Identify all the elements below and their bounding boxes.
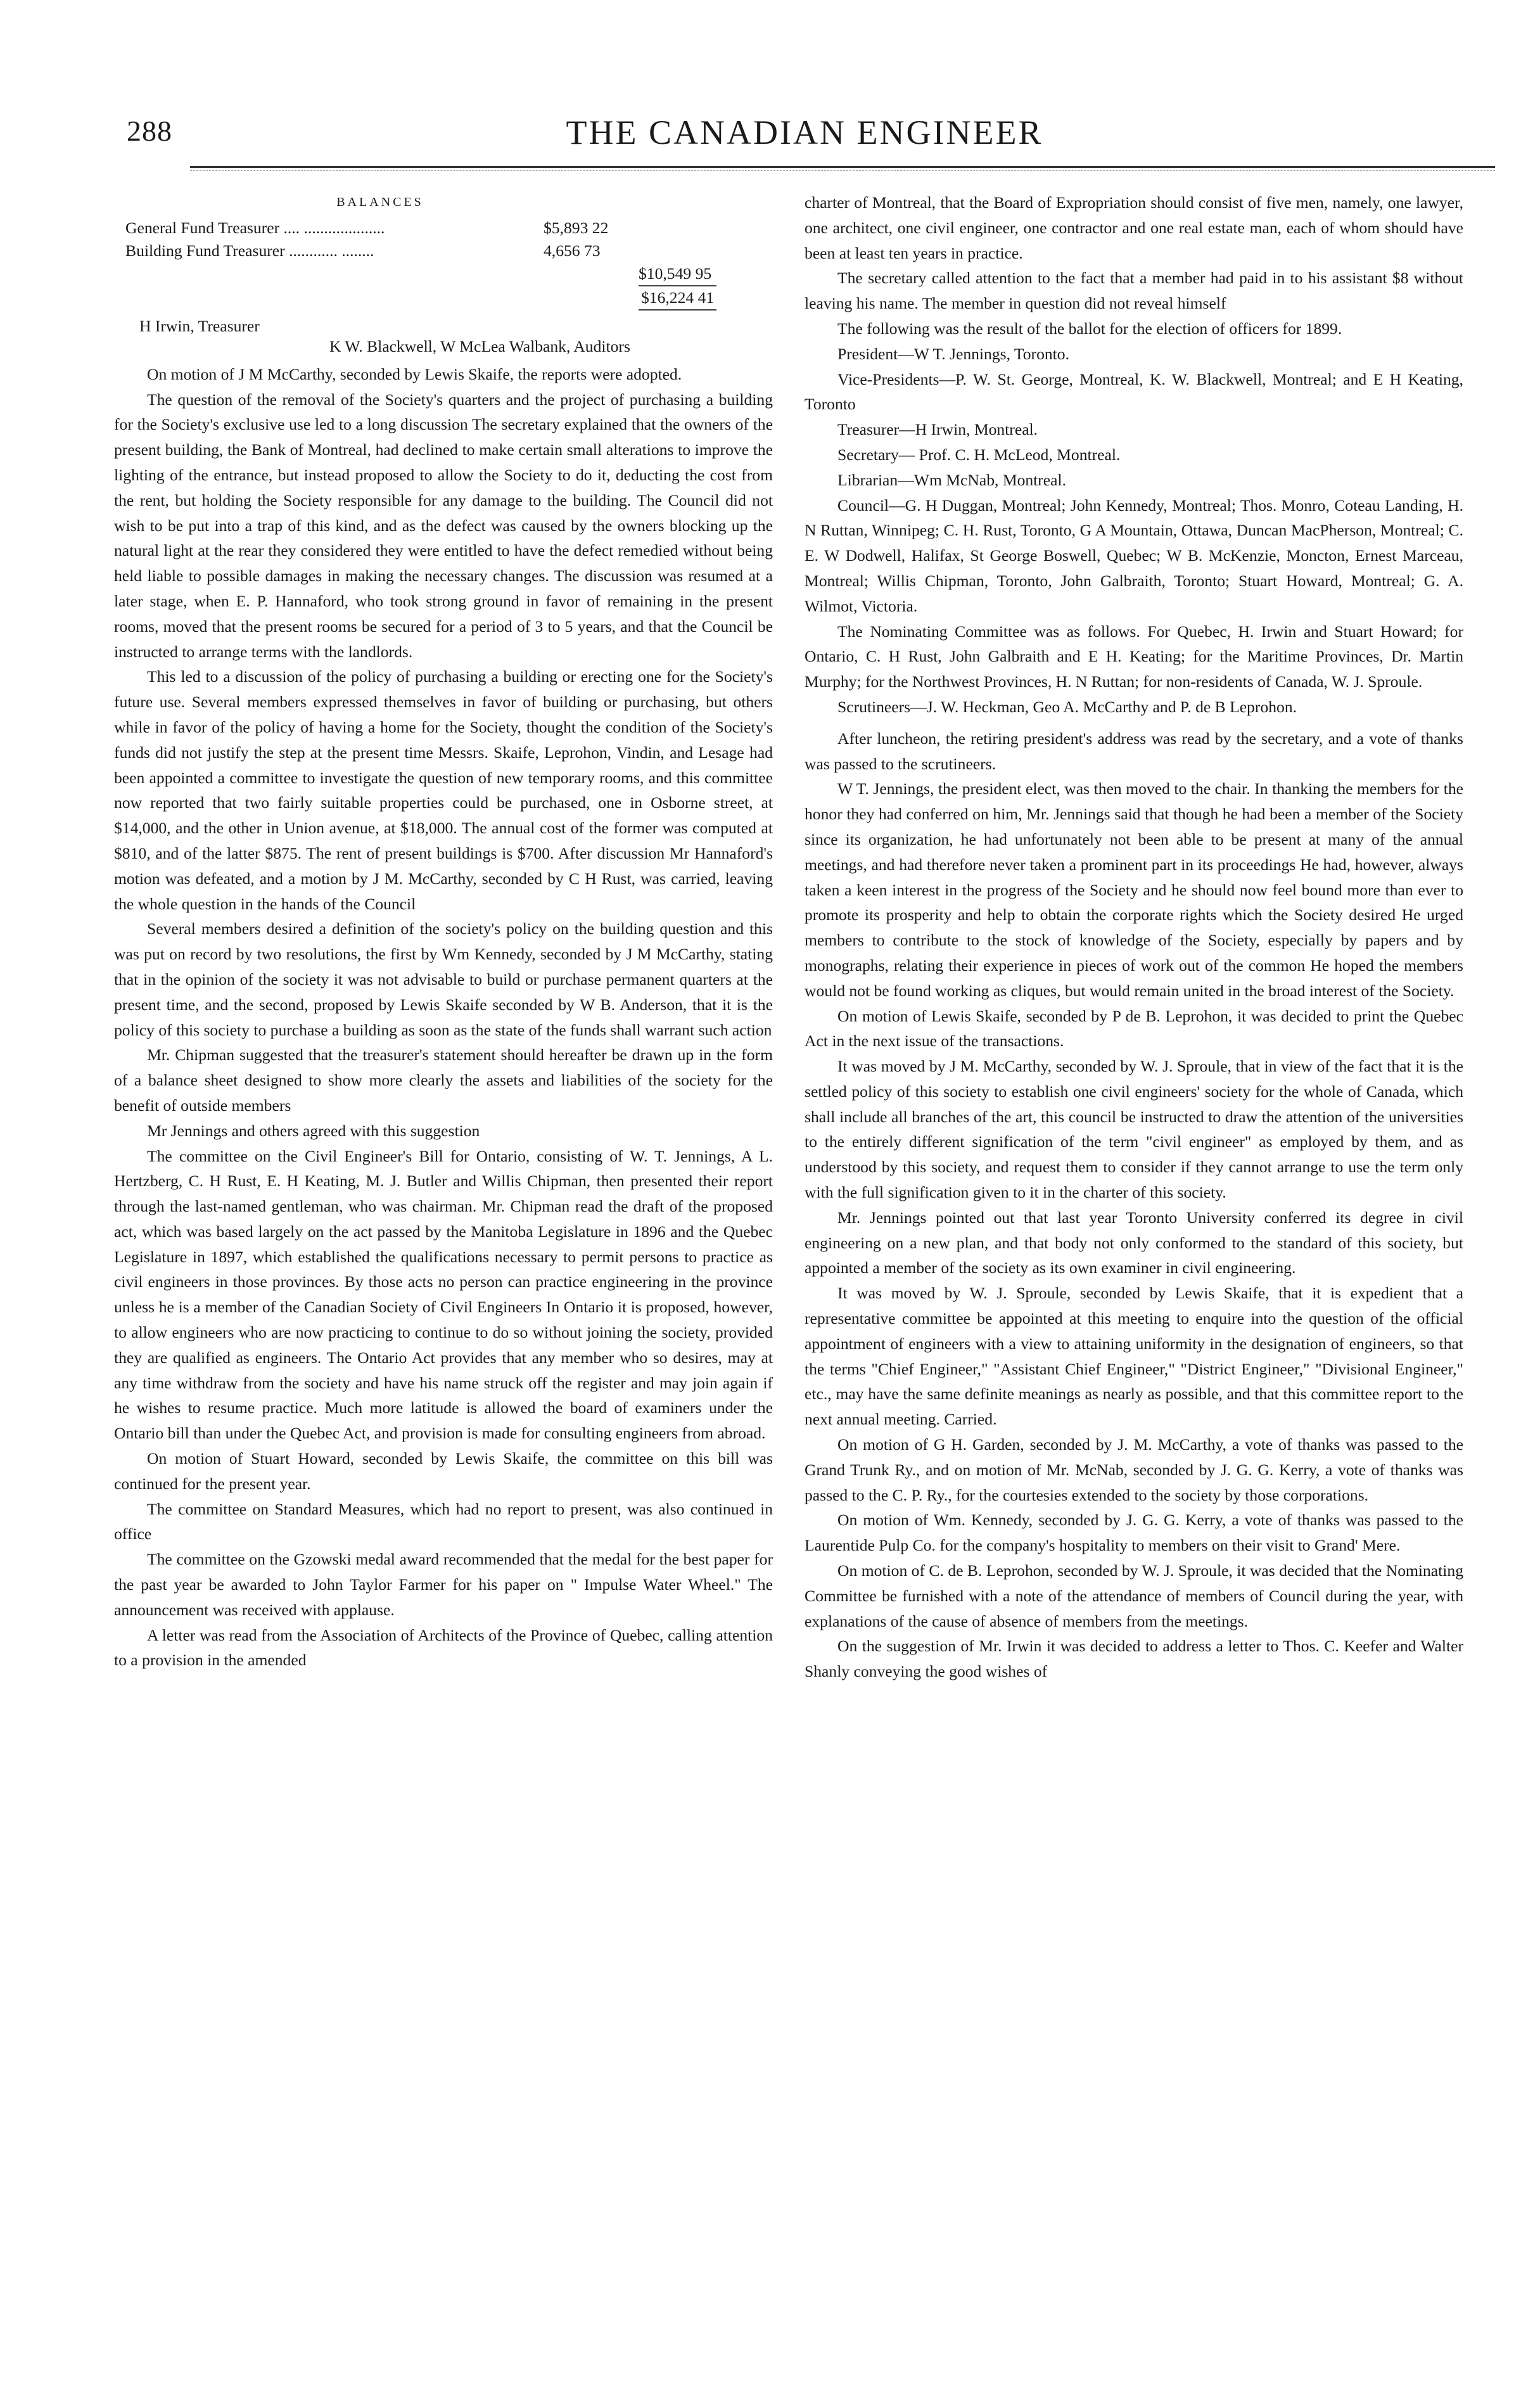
paragraph: Mr. Jennings pointed out that last year Toronto University conferred its degree in civil engineering on a new plan, and that body not only conformed to the standard of this society, but appointed a member of the society as its own examiner in civil engineering. (805, 1208, 1463, 1277)
balance-amount (544, 262, 639, 285)
paragraph: On motion of C. de B. Leprohon, seconded by W. J. Sproule, it was decided that the Nominating Committee be furnished with a note of the attendance of members of Council during the year, with explanations of the cause of absence of members from the meetings. (805, 1561, 1463, 1630)
paragraph: The Nominating Committee was as follows. For Quebec, H. Irwin and Stuart Howard; for Ontario, C. H Rust, John Galbraith and E H. Keating; for the Maritime Provinces, Dr. Martin Murphy; for the Northwest Provinces, H. N Ruttan; for non-residents of Canada, W. J. Sproule. (805, 622, 1463, 691)
balance-total (639, 217, 765, 240)
paragraph: The secretary called attention to the fact that a member had paid in to his assistant $8 without leaving his name. The member in question did not reveal himself (805, 269, 1463, 313)
paragraph: The committee on Standard Measures, which had no report to present, was also continued in office (114, 1499, 773, 1544)
paragraph: This led to a discussion of the policy of purchasing a building or erecting one for the Society's future use. Several members expressed themselves in favor of building or purchasing, but others while in favor of the policy of having a home for the Society, thought the condition of the Society's funds did not justify the step at the present time Messrs. Skaife, Leprohon, Vindin, and Lesage had been appointed a committee to investigate the question of new temporary rooms, and this committee now reported that two fairly suitable properties could be purchased, one in Osborne street, at $14,000, and the other in Union avenue, at $18,000. The annual cost of the former was computed at $810, and of the latter $875. The rent of present buildings is $700. After discussion Mr Hannaford's motion was defeated, and a motion by J M. McCarthy, seconded by C H Rust, was carried, leaving the whole question in the hands of the Council (114, 667, 773, 913)
paragraph: Several members desired a definition of the society's policy on the building question and this was put on record by two resolutions, the first by Wm Kennedy, seconded by J M McCarthy, stating that in the opinion of the society it was not advisable to build or purchase permanent quarters at the present time, and the second, proposed by Lewis Skaife seconded by W B. Anderson, that it is the policy of this society to purchase a building as soon as the state of the funds shall warrant such action (114, 919, 773, 1039)
paragraph: On the suggestion of Mr. Irwin it was decided to address a letter to Thos. C. Keefer and Walter Shanly conveying the good wishes of (805, 1637, 1463, 1681)
officer-entry: Treasurer—H Irwin, Montreal. (837, 420, 1038, 439)
balance-row (114, 262, 773, 285)
balance-row (114, 217, 773, 240)
officer-entry: Council—G. H Duggan, Montreal; John Kennedy, Montreal; Thos. Monro, Coteau Landing, H. N Ruttan, Winnipeg; C. H. Rust, Toronto, G A Mountain, Ottawa, Duncan MacPherson, Montreal; C. E. W Dodwell, Halifax, St George Boswell, Quebec; W B. McKenzie, Moncton, Ernest Marceau, Montreal; Willis Chipman, Toronto, John Galbraith, Toronto; Stuart Howard, Montreal; G. A. Wilmot, Victoria. (805, 496, 1463, 615)
page-number: 288 (127, 115, 172, 147)
auditors-signature: K W. Blackwell, W McLea Walbank, Auditors (329, 336, 630, 355)
balance-row (114, 240, 773, 262)
right-column (805, 190, 1463, 1684)
paragraph: Mr. Chipman suggested that the treasurer's statement should hereafter be drawn up in the form of a balance sheet designed to show more clearly the assets and liabilities of the society for the benefit of outside members (114, 1046, 773, 1115)
treasurer-signature: H Irwin, Treasurer (139, 316, 260, 335)
paragraph: Scrutineers—J. W. Heckman, Geo A. McCarthy and P. de B Leprohon. (837, 697, 1297, 716)
balance-total (639, 240, 765, 262)
header-rule (190, 166, 1495, 171)
paragraph-continued: charter of Montreal, that the Board of Expropriation should consist of five men, namely, one lawyer, one architect, one civil engineer, one contractor and one real estate man, each of whom should have been at least ten years in practice. (805, 193, 1463, 262)
balance-grand-total-row (114, 285, 773, 311)
paragraph: It was moved by J M. McCarthy, seconded by W. J. Sproule, that in view of the fact that it is the settled policy of this society to establish one civil engineers' society for the whole of Canada, which shall include all branches of the art, this council be instructed to draw the attention of the universities to the entirely different signification of the term "civil engineer" as employed by them, and as understood by this society, and request them to consider if they cannot arrange to use the term only with the full signification given to it in the charter of this society. (805, 1057, 1463, 1202)
paragraph: On motion of G H. Garden, seconded by J. M. McCarthy, a vote of thanks was passed to the Grand Trunk Ry., and on motion of Mr. McNab, seconded by J. G. G. Kerry, a vote of thanks was passed to the C. P. Ry., for the courtesies extended to the society by those corporations. (805, 1435, 1463, 1504)
officer-entry: President—W T. Jennings, Toronto. (837, 344, 1069, 363)
paragraph: It was moved by W. J. Sproule, seconded by Lewis Skaife, that it is expedient that a representative committee be appointed at this meeting to enquire into the question of the official appointment of engineers with a view to attaining uniformity in the designation of engineers, so that the terms "Chief Engineer," "Assistant Chief Engineer," "District Engineer," "Divisional Engineer," etc., may have the same definite meanings as nearly as possible, and that this committee report to the next annual meeting. Carried. (805, 1284, 1463, 1429)
paragraph: On motion of Wm. Kennedy, seconded by J. G. G. Kerry, a vote of thanks was passed to the Laurentide Pulp Co. for the company's hospitality to members on their visit to Grand' Mere. (805, 1511, 1463, 1555)
officer-entry: Secretary— Prof. C. H. McLeod, Montreal. (837, 445, 1121, 464)
balance-label (125, 262, 544, 285)
balance-grand-total: $16,224 41 (639, 285, 716, 311)
balance-total: $10,549 95 (639, 264, 712, 283)
paragraph: The question of the removal of the Society's quarters and the project of purchasing a building for the Society's exclusive use led to a long discussion The secretary explained that the owners of the present building, the Bank of Montreal, had declined to make certain small alterations to improve the lighting of the entrance, but instead proposed to allow the Society to do it, deducting the cost from the rent, but holding the Society responsible for any damage to the building. The Council did not wish to be put into a trap of this kind, and as the defect was caused by the owners blocking up the natural light at the rear they considered they were entitled to have the defect remedied without being held liable to possible damages in making the necessary changes. The discussion was resumed at a later stage, when E. P. Hannaford, who took strong ground in favor of remaining in the present rooms, moved that the present rooms be secured for a period of 3 to 5 years, and that the Council be instructed to arrange terms with the landlords. (114, 390, 773, 661)
paragraph: W T. Jennings, the president elect, was then moved to the chair. In thanking the members for the honor they had conferred on him, Mr. Jennings said that though he had been a member of the Society since its organization, he had unfortunately not been able to be present at many of the annual meetings, and had therefore never taken a prominent part in its proceedings He had, however, always taken a keen interest in the progress of the Society and he should now feel bound more than ever to promote its prosperity and help to obtain the corporate rights which the Society desired He urged members to contribute to the stock of knowledge of the Society, especially by papers and by monographs, relating their experience in pieces of work out of the common He hoped the members would not be found working as cliques, but would remain united in the broad interest of the Society. (805, 779, 1463, 1000)
balance-amount: 4,656 73 (544, 241, 601, 260)
officer-entry: Vice-Presidents—P. W. St. George, Montreal, K. W. Blackwell, Montreal; and E H Keating, Toronto (805, 369, 1463, 414)
balance-label: Building Fund Treasurer ............ ........ (125, 241, 374, 260)
left-column (114, 190, 773, 1673)
balances-title: BALANCES (336, 195, 424, 209)
journal-title: THE CANADIAN ENGINEER (566, 113, 1043, 151)
officer-entry: Librarian—Wm McNab, Montreal. (837, 470, 1067, 489)
paragraph: The committee on the Gzowski medal award recommended that the medal for the best paper for the past year be awarded to John Taylor Farmer for his paper on " Impulse Water Wheel." The announcement was received with applause. (114, 1550, 773, 1619)
balance-label: General Fund Treasurer .... .................... (125, 218, 385, 237)
page-header (120, 113, 1489, 158)
paragraph: A letter was read from the Association of Architects of the Province of Quebec, calling attention to a provision in the amended (114, 1625, 773, 1670)
paragraph: On motion of Lewis Skaife, seconded by P de B. Leprohon, it was decided to print the Quebec Act in the next issue of the transactions. (805, 1006, 1463, 1051)
paragraph: The following was the result of the ballot for the election of officers for 1899. (837, 319, 1342, 338)
paragraph: On motion of Stuart Howard, seconded by Lewis Skaife, the committee on this bill was continued for the present year. (114, 1449, 773, 1493)
paragraph: On motion of J M McCarthy, seconded by Lewis Skaife, the reports were adopted. (147, 364, 682, 383)
paragraph: The committee on the Civil Engineer's Bill for Ontario, consisting of W. T. Jennings, A L. Hertzberg, C. H Rust, E. H Keating, M. J. Butler and Willis Chipman, then presented their report through the last-named gentleman, who was chairman. Mr. Chipman read the draft of the proposed act, which was based largely on the act passed by the Manitoba Legislature in 1896 and the Quebec Legislature in 1897, which established the qualifications necessary to permit persons to practice as civil engineers in those provinces. By those acts no person can practice engineering in the province unless he is a member of the Canadian Society of Civil Engineers In Ontario it is proposed, however, to allow engineers who are now practicing to continue to do so without joining the society, provided they are qualified as engineers. The Ontario Act provides that any member who so desires, may at any time withdraw from the society and have his name struck off the register and may join again if he wishes to resume practice. Much more latitude is allowed the board of examiners under the Ontario bill than under the Quebec Act, and provision is made for consulting engineers from abroad. (114, 1146, 773, 1443)
paragraph: Mr Jennings and others agreed with this suggestion (147, 1121, 480, 1140)
paragraph: After luncheon, the retiring president's address was read by the secretary, and a vote of thanks was passed to the scrutineers. (805, 729, 1463, 773)
signature-block (139, 316, 773, 357)
balance-amount: $5,893 22 (544, 218, 609, 237)
